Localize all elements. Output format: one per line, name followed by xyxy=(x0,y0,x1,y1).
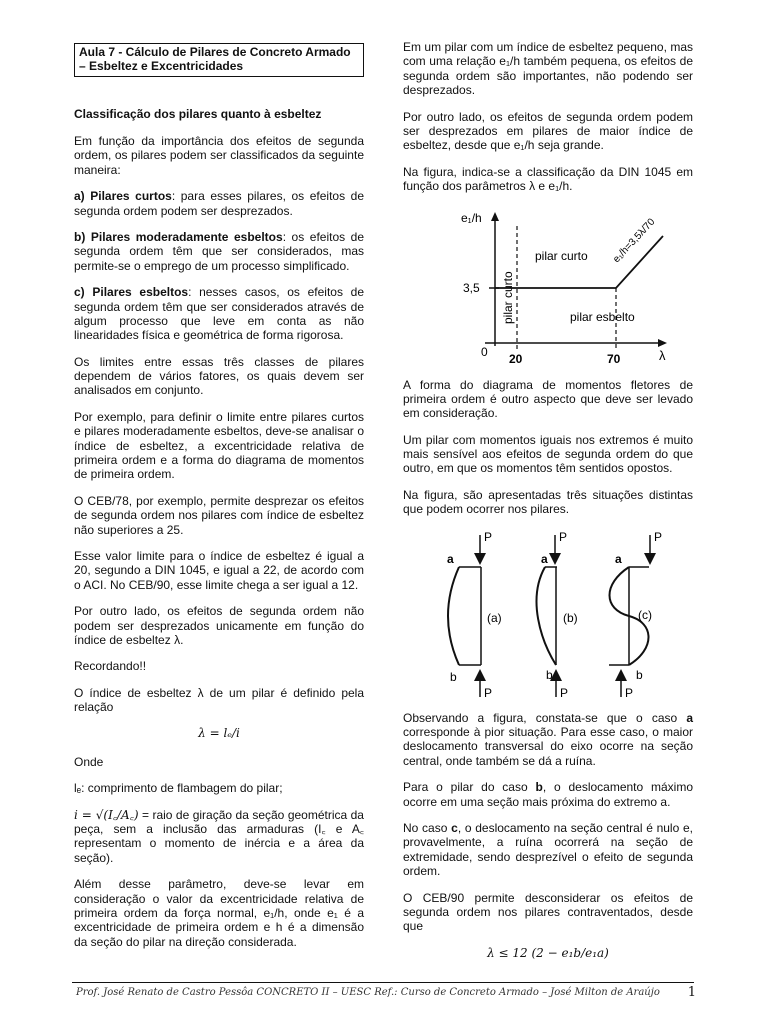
deformed-shape xyxy=(537,567,556,665)
paragraph xyxy=(403,711,693,769)
paragraph: O índice de esbeltez λ de um pilar é definido pela relação xyxy=(74,685,364,715)
region-label-slender: pilar esbelto xyxy=(570,309,635,324)
radius-formula: i = √(I꜀/A꜀) xyxy=(74,807,139,822)
deformed-shape xyxy=(448,567,459,665)
case-c xyxy=(609,530,662,700)
case-label: (c) xyxy=(638,607,652,622)
y-tick-label: 3,5 xyxy=(463,280,480,295)
paragraph: O CEB/90 permite desconsiderar os efeitos de segunda ordem nos pilares contraventados, desde que xyxy=(403,890,693,934)
page-footer xyxy=(76,987,696,999)
paragraph: Esse valor limite para o índice de esbeltez é igual a 20, segundo a DIN 1045, e igual a 22, de acordo com o ACI. No CEB/90, esse limite chega a ser igual a 12. xyxy=(74,548,364,592)
case-label: (a) xyxy=(487,610,502,625)
case-ref: b xyxy=(535,780,543,795)
paragraph: A forma do diagrama de momentos fletores de primeira ordem é outro aspecto que deve ser levado em consideração. xyxy=(403,377,693,421)
end-label-top: a xyxy=(541,551,548,566)
force-label: P xyxy=(560,685,569,700)
paragraph: Por outro lado, os efeitos de segunda ordem não podem ser desprezados unicamente em função do índice de esbeltez λ. xyxy=(74,604,364,647)
y-axis-label: e₁/h xyxy=(461,210,482,225)
force-label: P xyxy=(559,529,568,544)
paragraph: Onde xyxy=(74,754,104,769)
paragraph xyxy=(403,821,693,879)
definition: : comprimento de flambagem do pilar; xyxy=(81,781,283,796)
classification-a xyxy=(74,189,364,218)
paragraph: Por exemplo, para definir o limite entre pilares curtos e pilares moderadamente esbeltos, deve-se analisar o índice de esbeltez, a excentricidade relativa de primeira ordem e a forma do diagrama de momentos de primeira ordem. xyxy=(74,409,364,482)
end-label-bottom: b xyxy=(636,667,643,682)
i-definition xyxy=(74,808,364,866)
lesson-title: Aula 7 - Cálculo de Pilares de Concreto Armado – Esbeltez e Excentricidades xyxy=(74,43,364,77)
le-definition xyxy=(74,781,364,795)
text: Observando a figura, constata-se que o caso xyxy=(403,710,687,725)
end-label-top: a xyxy=(447,551,454,566)
footer-divider xyxy=(72,982,694,983)
paragraph: Os limites entre essas três classes de pilares dependem de vários fatores, os quais devem ser analisados em conjunto. xyxy=(74,354,364,398)
region-label-short-vertical: pilar curto xyxy=(501,270,515,324)
text: No caso xyxy=(403,820,452,835)
case-ref: c xyxy=(451,820,458,835)
y-axis-arrow xyxy=(491,212,499,221)
paragraph: O CEB/78, por exemplo, permite desprezar os efeitos de segunda ordem nos pilares com índice de esbeltez não superiores a 25. xyxy=(74,493,364,537)
force-label: P xyxy=(484,529,493,544)
symbol: lₑ xyxy=(74,781,82,796)
term: c) Pilares esbeltos xyxy=(74,285,189,300)
definition: = raio de giração da seção geométrica da peça, sem a inclusão das armaduras (I꜀ e A꜀ representam o momento de inércia e a área da seção). xyxy=(74,807,364,865)
x-tick-label-70: 70 xyxy=(607,351,621,364)
slenderness-formula: λ = lₑ/i xyxy=(198,726,240,741)
paragraph: Na figura, indica-se a classificação da DIN 1045 em função dos parâmetros λ e e₁/h. xyxy=(403,164,693,194)
footer-text: Prof. José Renato de Castro Pessôa CONCRETO II – UESC Ref.: Curso de Concreto Armado – José Milton de Araújo xyxy=(76,987,660,998)
paragraph: Por outro lado, os efeitos de segunda ordem podem ser desprezados em pilares de maior índice de esbeltez, desde que e₁/h seja grande. xyxy=(403,109,693,153)
definition: : nesses casos, os efeitos de segunda ordem têm que ser considerados através de algum processo que leve em conta as não linearidades física e geométrica de forma rigorosa. xyxy=(74,285,364,343)
term: a) Pilares curtos xyxy=(74,189,172,204)
text: , o deslocamento na seção central é nulo e, provavelmente, a ruína ocorrerá na seção de extremidade, sendo desprezível o efeito de segunda ordem. xyxy=(403,820,693,879)
classification-b xyxy=(74,230,364,273)
force-label: P xyxy=(484,685,493,700)
din1045-classification-diagram xyxy=(423,206,673,364)
origin-label: 0 xyxy=(481,344,488,359)
paragraph: Além desse parâmetro, deve-se levar em consideração o valor da excentricidade relativa de primeira ordem da força normal, e₁/h, onde e₁ é a excentricidade de primeira ordem e h é a dimensão da seção do pilar na direção considerada. xyxy=(74,877,364,949)
definition: : os efeitos de segunda ordem têm que ser considerados, mas permite-se o emprego de um processo simplificado. xyxy=(74,229,365,273)
boundary-line-label: e₁/h=3,5λ/70 xyxy=(611,216,658,265)
end-label-bottom: b xyxy=(546,667,553,682)
x-axis-arrow xyxy=(658,339,667,347)
text: , o deslocamento máximo ocorre em uma seção mais próxima do extremo a. xyxy=(403,780,694,809)
x-tick-label-20: 20 xyxy=(509,351,523,364)
paragraph: Em função da importância dos efeitos de segunda ordem, os pilares podem ser classificados da seguinte maneira: xyxy=(74,133,364,177)
case-b xyxy=(537,530,578,700)
text: corresponde à pior situação. Para esse caso, o maior deslocamento transversal do eixo ocorre na seção central, onde também se dá a ruína. xyxy=(403,725,693,768)
case-ref: a xyxy=(686,710,693,725)
end-label-top: a xyxy=(615,551,622,566)
paragraph: Em um pilar com um índice de esbeltez pequeno, mas com uma relação e₁/h também pequena, os efeitos de segunda ordem são importantes, não podendo ser desprezados. xyxy=(403,40,693,98)
paragraph xyxy=(403,780,693,809)
case-label: (b) xyxy=(563,610,578,625)
paragraph: Recordando!! xyxy=(74,659,147,674)
page-number: 1 xyxy=(687,985,696,1000)
ceb90-formula: λ ≤ 12 (2 − e₁b/e₁a) xyxy=(487,945,609,960)
term: b) Pilares moderadamente esbeltos xyxy=(74,229,283,244)
x-axis-label: λ xyxy=(659,347,666,363)
definition: : para esses pilares, os efeitos de segunda ordem podem ser desprezados. xyxy=(74,189,365,218)
region-label-short: pilar curto xyxy=(535,248,588,263)
text: Para o pilar do caso xyxy=(403,780,536,795)
pillar-deformation-cases-figure xyxy=(423,529,673,701)
force-label: P xyxy=(625,685,634,700)
right-column xyxy=(403,40,693,974)
force-label: P xyxy=(654,529,663,544)
case-a xyxy=(447,530,502,700)
classification-c xyxy=(74,285,364,343)
left-column xyxy=(74,40,364,961)
paragraph: Na figura, são apresentadas três situações distintas que podem ocorrer nos pilares. xyxy=(403,487,693,517)
paragraph: Um pilar com momentos iguais nos extremos é muito mais sensível aos efeitos de segunda ordem do que outro, em que os momentos têm sentidos opostos. xyxy=(403,432,693,476)
end-label-bottom: b xyxy=(450,669,457,684)
section-heading: Classificação dos pilares quanto à esbeltez xyxy=(74,106,322,121)
